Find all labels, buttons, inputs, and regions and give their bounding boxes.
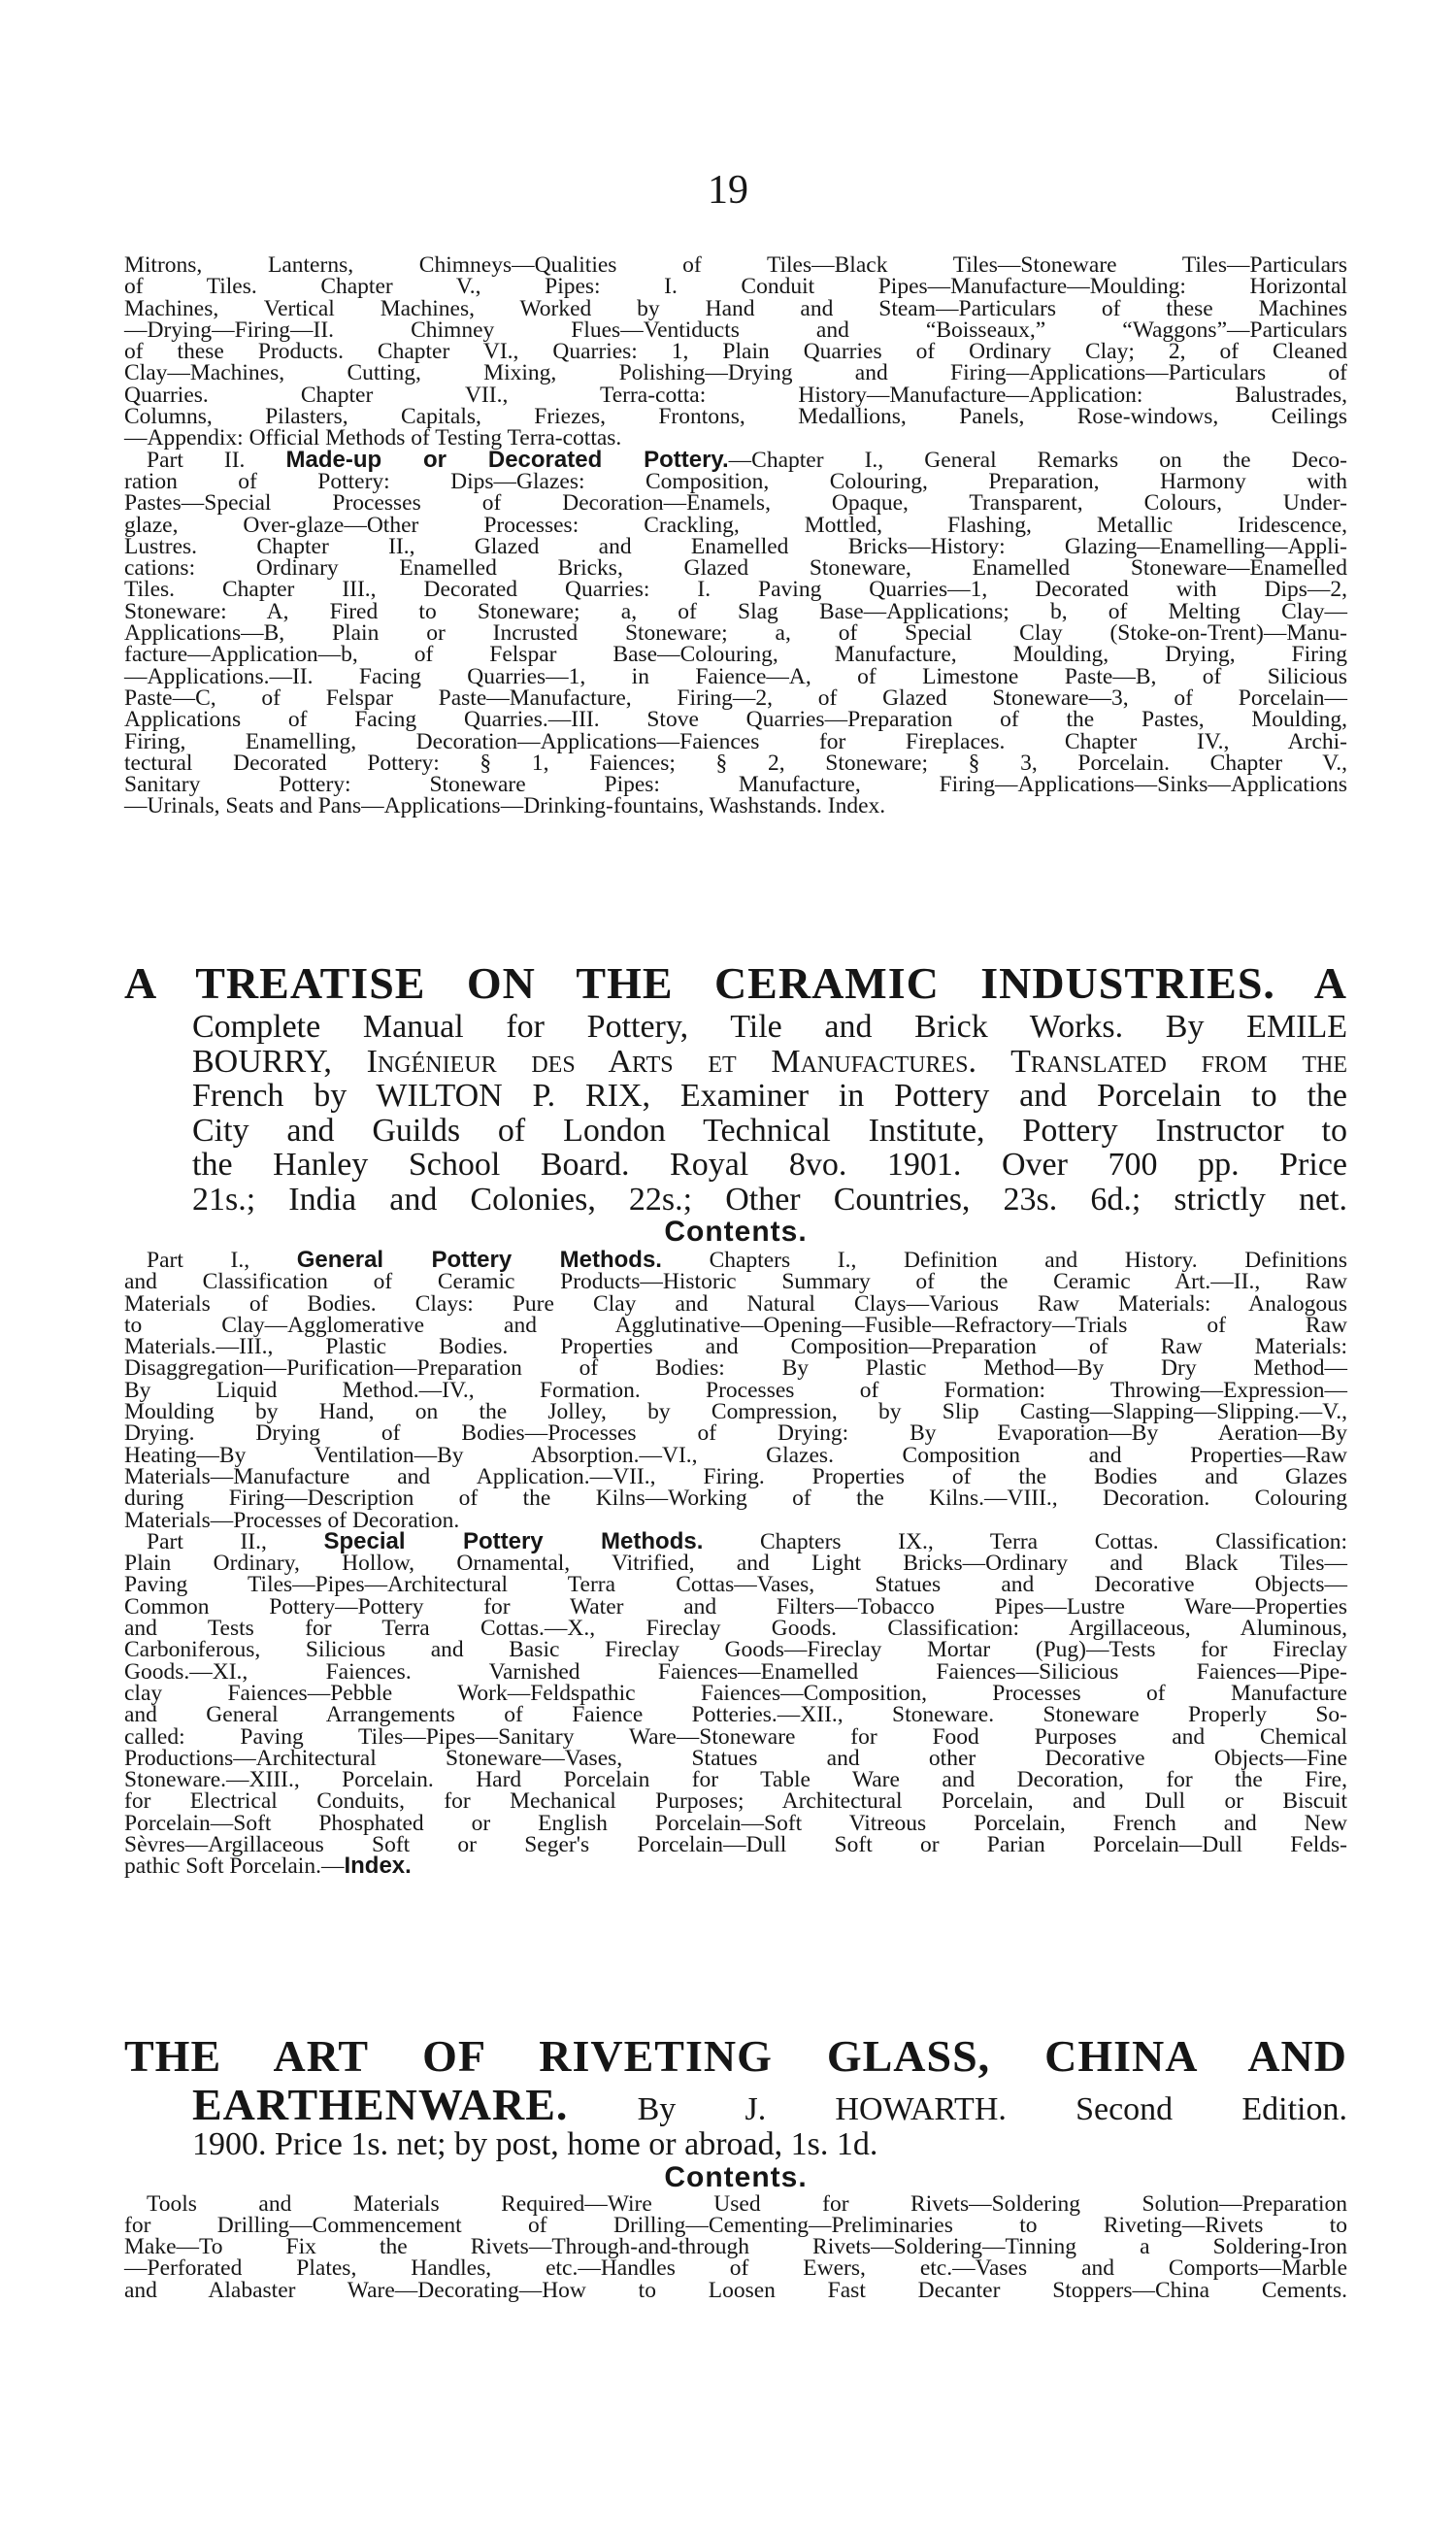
text-line: Sèvres—Argillaceous Soft or Seger's Porcelain—Dull Soft or Parian Porcelain—Dull Felds-	[124, 1832, 1347, 1858]
text-line: to Clay—Agglomerative and Agglutinative—Opening—Fusible—Refractory—Trials of Raw	[124, 1312, 1347, 1338]
text-line: and General Arrangements of Faience Potteries.—XII., Stoneware. Stoneware Properly So-	[124, 1702, 1347, 1728]
book-author: By J. HOWARTH. Second Edition.	[637, 2091, 1347, 2127]
text-line: Make—To Fix the Rivets—Through-and-through Rivets—Soldering—Tinning a Soldering-Iron	[124, 2234, 1347, 2260]
book-description-line: 21s.; India and Colonies, 22s.; Other Countries, 23s. 6d.; strictly net.	[192, 1181, 1347, 1218]
text-line: for Drilling—Commencement of Drilling—Cementing—Preliminaries to Riveting—Rivets to	[124, 2212, 1347, 2238]
text-line: Drying. Drying of Bodies—Processes of Drying: By Evaporation—By Aeration—By	[124, 1420, 1347, 1447]
text-line: Machines, Vertical Machines, Worked by Hand and Steam—Particulars of these Machines	[124, 295, 1347, 321]
text-line: Columns, Pilasters, Capitals, Friezes, Frontons, Medallions, Panels, Rose-windows, Ceilings	[124, 404, 1347, 430]
page-number: 19	[708, 168, 748, 213]
contents-heading: Contents.	[664, 1216, 808, 1248]
book-title-continued: EARTHENWARE.	[192, 2080, 569, 2129]
text-line: Common Pottery—Pottery for Water and Filters—Tobacco Pipes—Lustre Ware—Properties	[124, 1593, 1347, 1620]
text-line: Goods.—XI., Faiences. Varnished Faiences—Enamelled Faiences—Silicious Faiences—Pipe-	[124, 1658, 1347, 1685]
text-line: Applications—B, Plain or Incrusted Stoneware; a, of Special Clay (Stoke-on-Trent)—Manu-	[124, 620, 1347, 647]
text-line: ration of Pottery: Dips—Glazes: Composition, Colouring, Preparation, Harmony with	[124, 468, 1347, 494]
text-line: Lustres. Chapter II., Glazed and Enamelled Bricks—History: Glazing—Enamelling—Appli-	[124, 533, 1347, 559]
book-title-line	[192, 2080, 1347, 2129]
text-line: —Appendix: Official Methods of Testing Terra-cottas.	[124, 425, 622, 451]
text-line: —Drying—Firing—II. Chimney Flues—Ventiducts and “Boisseaux,” “Waggons”—Particulars	[124, 317, 1347, 343]
part-label: Part I.,	[147, 1248, 250, 1273]
text-line: Paving Tiles—Pipes—Architectural Terra Cottas—Vases, Statues and Decorative Objects—	[124, 1572, 1347, 1598]
text-line: of Tiles. Chapter V., Pipes: I. Conduit Pipes—Manufacture—Moulding: Horizontal	[124, 274, 1347, 300]
book-title: A TREATISE ON THE CERAMIC INDUSTRIES. A	[124, 958, 1347, 1008]
text-line: and Classification of Ceramic Products—Historic Summary of the Ceramic Art.—II., Raw	[124, 1269, 1347, 1295]
text-line: Paste—C, of Felspar Paste—Manufacture, Firing—2, of Glazed Stoneware—3, of Porcelain—	[124, 685, 1347, 711]
book-description-line: the Hanley School Board. Royal 8vo. 1901. Over 700 pp. Price	[192, 1147, 1347, 1183]
previous-contents	[124, 254, 1347, 818]
book-description-line: BOURRY, Ingénieur des Arts et Manufactures. Translated from the	[192, 1043, 1347, 1080]
text-line: clay Faiences—Pebble Work—Feldspathic Faiences—Composition, Processes of Manufacture	[124, 1680, 1347, 1706]
treatise-entry	[124, 958, 1348, 1880]
text-line: Sanitary Pottery: Stoneware Pipes: Manufacture, Firing—Applications—Sinks—Applications	[124, 772, 1347, 798]
text-line: Applications of Facing Quarries.—III. Stove Quarries—Preparation of the Pastes, Moulding,	[124, 707, 1347, 733]
text-line: cations: Ordinary Enamelled Bricks, Glazed Stoneware, Enamelled Stoneware—Enamelled	[124, 555, 1347, 582]
text-line: and Tests for Terra Cottas.—X., Fireclay Goods. Classification: Argillaceous, Aluminous,	[124, 1616, 1347, 1642]
text-line: Porcelain—Soft Phosphated or English Porcelain—Soft Vitreous Porcelain, French and New	[124, 1810, 1347, 1836]
part-heading: Special Pottery Methods.	[323, 1527, 704, 1554]
index-label: Index.	[344, 1853, 412, 1880]
text-line: Plain Ordinary, Hollow, Ornamental, Vitrified, and Light Bricks—Ordinary and Black Tiles—	[124, 1551, 1347, 1577]
text-line: Disaggregation—Purification—Preparation of Bodies: By Plastic Method—By Dry Method—	[124, 1355, 1347, 1382]
text-line: Pastes—Special Processes of Decoration—Enamels, Opaque, Transparent, Colours, Under-	[124, 490, 1347, 517]
text-fragment: pathic Soft Porcelain.—	[124, 1853, 345, 1880]
text-line: Moulding by Hand, on the Jolley, by Compression, by Slip Casting—Slapping—Slipping.—V.,	[124, 1399, 1347, 1425]
text-line: and Alabaster Ware—Decorating—How to Loosen Fast Decanter Stoppers—China Cements.	[124, 2277, 1347, 2303]
book-title: THE ART OF RIVETING GLASS, CHINA AND	[124, 2031, 1347, 2081]
part-heading-line	[124, 446, 1347, 473]
part-label: Part II.	[147, 447, 246, 473]
text-line: glaze, Over-glaze—Other Processes: Crackling, Mottled, Flashing, Metallic Iridescence,	[124, 512, 1347, 538]
contents-heading: Contents.	[664, 2160, 808, 2193]
text-line: Heating—By Ventilation—By Absorption.—VI., Glazes. Composition and Properties—Raw	[124, 1442, 1347, 1468]
text-line	[124, 1853, 1347, 1880]
part-text: Chapters IX., Terra Cottas. Classification:	[760, 1528, 1348, 1554]
text-line: —Applications.—II. Facing Quarries—1, in Faience—A, of Limestone Paste—B, of Silicious	[124, 663, 1347, 689]
text-line: —Perforated Plates, Handles, etc.—Handles of Ewers, etc.—Vases and Comports—Marble	[124, 2255, 1347, 2282]
text-line: during Firing—Description of the Kilns—Working of the Kilns.—VIII., Decoration. Colouring	[124, 1486, 1347, 1512]
book-description-line: Complete Manual for Pottery, Tile and Brick Works. By EMILE	[192, 1009, 1347, 1045]
text-line: Materials.—III., Plastic Bodies. Properties and Composition—Preparation of Raw Materials:	[124, 1334, 1347, 1360]
text-line: tectural Decorated Pottery: § 1, Faiences; § 2, Stoneware; § 3, Porcelain. Chapter V.,	[124, 750, 1347, 776]
part-label: Part II.,	[147, 1528, 267, 1554]
text-line: Carboniferous, Silicious and Basic Fireclay Goods—Fireclay Mortar (Pug)—Tests for Fireclay	[124, 1637, 1347, 1663]
text-line: Materials—Manufacture and Application.—VII., Firing. Properties of the Bodies and Glazes	[124, 1463, 1347, 1489]
text-line: for Electrical Conduits, for Mechanical Purposes; Architectural Porcelain, and Dull or Biscuit	[124, 1788, 1347, 1815]
text-line: Clay—Machines, Cutting, Mixing, Polishing—Drying and Firing—Applications—Particulars of	[124, 360, 1347, 386]
text-line: Materials of Bodies. Clays: Pure Clay and Natural Clays—Various Raw Materials: Analogous	[124, 1290, 1347, 1317]
text-line: By Liquid Method.—IV., Formation. Processes of Formation: Throwing—Expression—	[124, 1377, 1347, 1403]
text-line: Materials—Processes of Decoration.	[124, 1507, 460, 1533]
book-description-line: 1900. Price 1s. net; by post, home or abroad, 1s. 1d.	[192, 2126, 878, 2162]
text-line: Tiles. Chapter III., Decorated Quarries: I. Paving Quarries—1, Decorated with Dips—2,	[124, 577, 1347, 603]
book-description-line: French by WILTON P. RIX, Examiner in Pottery and Porcelain to the	[192, 1078, 1347, 1114]
part-text: Chapters I., Definition and History. Definitions	[709, 1248, 1348, 1273]
text-line: Firing, Enamelling, Decoration—Applications—Faiences for Fireplaces. Chapter IV., Archi-	[124, 728, 1347, 754]
part-text: —Chapter I., General Remarks on the Deco-	[728, 447, 1347, 473]
text-line: of these Products. Chapter VI., Quarries: 1, Plain Quarries of Ordinary Clay; 2, of Cleaned	[124, 339, 1347, 365]
text-line: facture—Application—b, of Felspar Base—Colouring, Manufacture, Moulding, Drying, Firing	[124, 642, 1347, 668]
text-line: Stoneware: A, Fired to Stoneware; a, of Slag Base—Applications; b, of Melting Clay—	[124, 598, 1347, 624]
part-heading: Made-up or Decorated Pottery.	[285, 446, 729, 473]
text-line: Productions—Architectural Stoneware—Vases, Statues and other Decorative Objects—Fine	[124, 1745, 1347, 1771]
part-heading-line	[124, 1527, 1348, 1554]
text-line: Tools and Materials Required—Wire Used for Rivets—Soldering Solution—Preparation	[147, 2190, 1347, 2217]
riveting-entry	[124, 2031, 1347, 2303]
part-heading-line	[124, 1247, 1348, 1273]
text-line: —Urinals, Seats and Pans—Applications—Drinking-fountains, Washstands. Index.	[124, 793, 886, 819]
book-description-line: City and Guilds of London Technical Institute, Pottery Instructor to	[192, 1112, 1347, 1149]
text-line: Stoneware.—XIII., Porcelain. Hard Porcelain for Table Ware and Decoration, for the Fire,	[124, 1767, 1347, 1793]
text-line: called: Paving Tiles—Pipes—Sanitary Ware—Stoneware for Food Purposes and Chemical	[124, 1723, 1347, 1750]
text-line: Quarries. Chapter VII., Terra-cotta: History—Manufacture—Application: Balustrades,	[124, 382, 1347, 408]
part-heading: General Pottery Methods.	[296, 1247, 662, 1273]
text-line: Mitrons, Lanterns, Chimneys—Qualities of Tiles—Black Tiles—Stoneware Tiles—Particulars	[124, 252, 1347, 278]
